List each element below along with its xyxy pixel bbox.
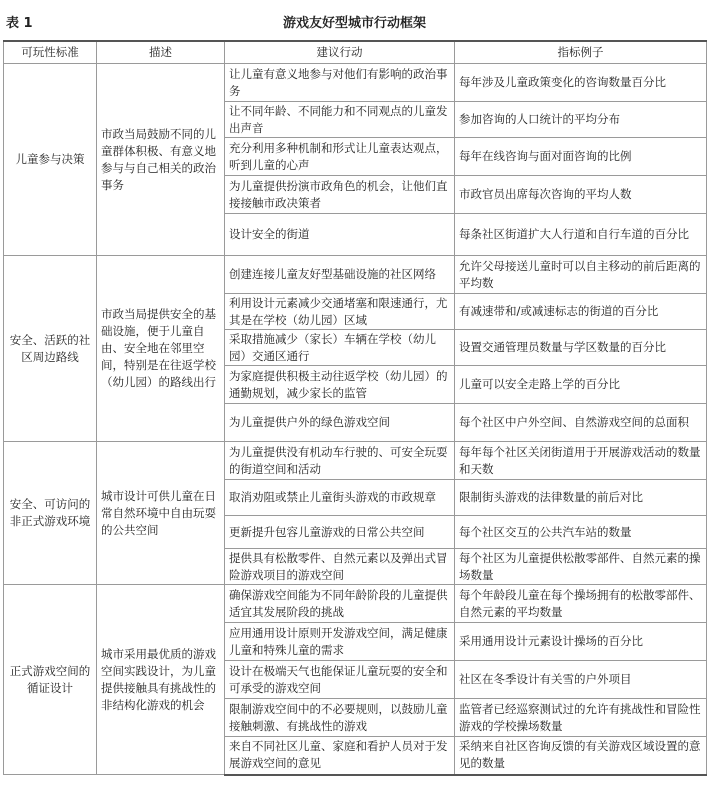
indicator-cell: 每年每个社区关闭街道用于开展游戏活动的数量和天数 — [455, 442, 707, 480]
indicator-cell: 每年涉及儿童政策变化的咨询数量百分比 — [455, 64, 707, 102]
indicator-cell: 每个社区为儿童提供松散零部件、自然元素的操场数量 — [455, 549, 707, 585]
indicator-cell: 每个年龄段儿童在每个操场拥有的松散零部件、自然元素的平均数量 — [455, 585, 707, 623]
framework-table — [3, 40, 707, 776]
action-cell: 为儿童提供户外的绿色游戏空间 — [225, 404, 455, 442]
indicator-cell: 儿童可以安全走路上学的百分比 — [455, 366, 707, 404]
indicator-cell: 限制街头游戏的法律数量的前后对比 — [455, 480, 707, 516]
action-cell: 为儿童提供没有机动车行驶的、可安全玩耍的街道空间和活动 — [225, 442, 455, 480]
action-cell: 提供具有松散零件、自然元素以及弹出式冒险游戏项目的游戏空间 — [225, 549, 455, 585]
action-cell: 充分利用多种机制和形式让儿童表达观点，听到儿童的心声 — [225, 138, 455, 176]
standard-cell: 安全、活跃的社区周边路线 — [4, 256, 97, 442]
indicator-cell: 采纳来自社区咨询反馈的有关游戏区域设置的意见的数量 — [455, 737, 707, 775]
table-row — [4, 442, 707, 480]
action-cell: 采取措施减少（家长）车辆在学校（幼儿园）交通区通行 — [225, 330, 455, 366]
indicator-cell: 参加咨询的人口统计的平均分布 — [455, 102, 707, 138]
indicator-cell: 每年在线咨询与面对面咨询的比例 — [455, 138, 707, 176]
action-cell: 设计在极端天气也能保证儿童玩耍的安全和可承受的游戏空间 — [225, 661, 455, 699]
indicator-cell: 每个社区交互的公共汽车站的数量 — [455, 516, 707, 549]
description-cell: 城市设计可供儿童在日常自然环境中自由玩耍的公共空间 — [97, 442, 225, 585]
table-title: 游戏友好型城市行动框架 — [282, 16, 426, 31]
action-cell: 确保游戏空间能为不同年龄阶段的儿童提供适宜其发展阶段的挑战 — [225, 585, 455, 623]
action-cell: 为儿童提供扮演市政角色的机会，让他们直接接触市政决策者 — [225, 176, 455, 214]
table-number: 表 1 — [6, 16, 33, 31]
action-cell: 限制游戏空间中的不必要规则，以鼓励儿童接触刺激、有挑战性的游戏 — [225, 699, 455, 737]
action-cell: 让儿童有意义地参与对他们有影响的政治事务 — [225, 64, 455, 102]
header-standard: 可玩性标准 — [4, 41, 97, 64]
indicator-cell: 采用通用设计元素设计操场的百分比 — [455, 623, 707, 661]
indicator-cell: 有减速带和/或减速标志的街道的百分比 — [455, 294, 707, 330]
table-caption — [0, 10, 709, 30]
table-row — [4, 585, 707, 623]
header-indicator: 指标例子 — [455, 41, 707, 64]
header-description: 描述 — [97, 41, 225, 64]
standard-cell: 安全、可访问的非正式游戏环境 — [4, 442, 97, 585]
action-cell: 创建连接儿童友好型基础设施的社区网络 — [225, 256, 455, 294]
header-row — [4, 41, 707, 64]
standard-cell: 正式游戏空间的循证设计 — [4, 585, 97, 775]
description-cell: 市政当局鼓励不同的儿童群体积极、有意义地参与与自己相关的政治事务 — [97, 64, 225, 256]
table-row — [4, 64, 707, 102]
indicator-cell: 监管者已经巡察测试过的允许有挑战性和冒险性游戏的学校操场数量 — [455, 699, 707, 737]
action-cell: 应用通用设计原则开发游戏空间，满足健康儿童和特殊儿童的需求 — [225, 623, 455, 661]
description-cell: 市政当局提供安全的基础设施，便于儿童自由、安全地在邻里空间，特别是在往返学校（幼儿园）的路线出行 — [97, 256, 225, 442]
table-row — [4, 256, 707, 294]
action-cell: 为家庭提供积极主动往返学校（幼儿园）的通勤规划，减少家长的监管 — [225, 366, 455, 404]
header-action: 建议行动 — [225, 41, 455, 64]
action-cell: 设计安全的街道 — [225, 214, 455, 256]
indicator-cell: 设置交通管理员数量与学区数量的百分比 — [455, 330, 707, 366]
indicator-cell: 社区在冬季设计有关雪的户外项目 — [455, 661, 707, 699]
indicator-cell: 每条社区街道扩大人行道和自行车道的百分比 — [455, 214, 707, 256]
action-cell: 让不同年龄、不同能力和不同观点的儿童发出声音 — [225, 102, 455, 138]
description-cell: 城市采用最优质的游戏空间实践设计，为儿童提供接触具有挑战性的非结构化游戏的机会 — [97, 585, 225, 775]
action-cell: 更新提升包容儿童游戏的日常公共空间 — [225, 516, 455, 549]
action-cell: 取消劝阻或禁止儿童街头游戏的市政规章 — [225, 480, 455, 516]
indicator-cell: 允许父母接送儿童时可以自主移动的前后距离的平均数 — [455, 256, 707, 294]
indicator-cell: 市政官员出席每次咨询的平均人数 — [455, 176, 707, 214]
standard-cell: 儿童参与决策 — [4, 64, 97, 256]
action-cell: 来自不同社区儿童、家庭和看护人员对于发展游戏空间的意见 — [225, 737, 455, 775]
action-cell: 利用设计元素减少交通堵塞和限速通行，尤其是在学校（幼儿园）区域 — [225, 294, 455, 330]
indicator-cell: 每个社区中户外空间、自然游戏空间的总面积 — [455, 404, 707, 442]
